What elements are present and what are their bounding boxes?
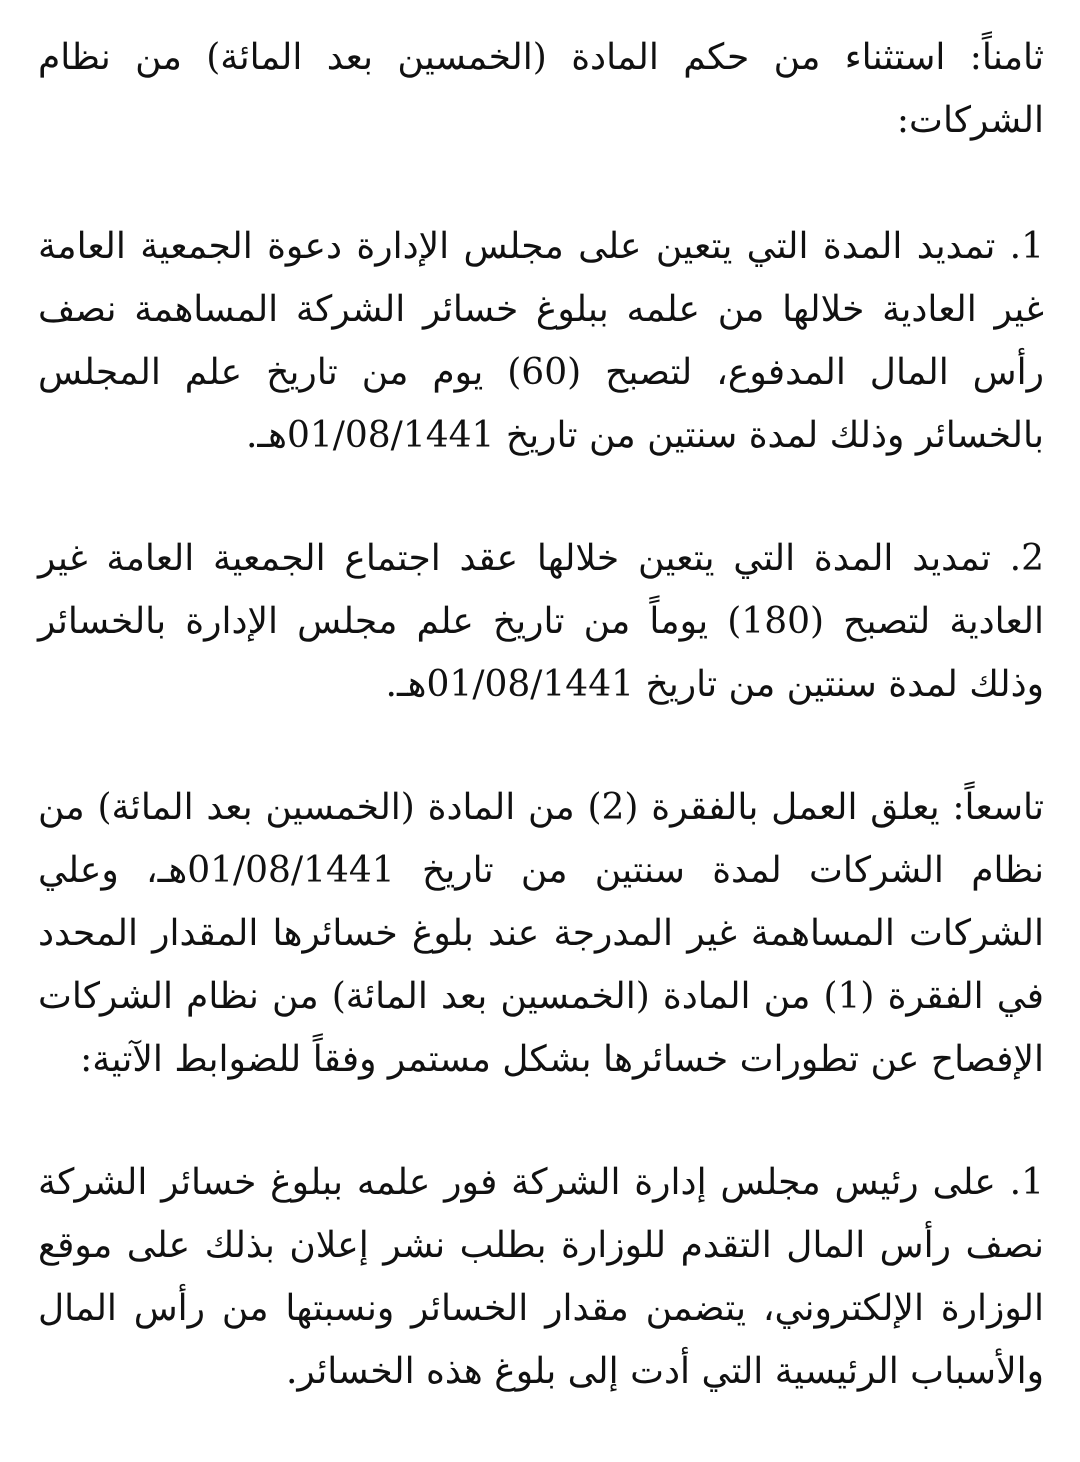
section-8-item-2: 2. تمديد المدة التي يتعين خلالها عقد اجتماع الجمعية العامة غير العادية لتصبح (180) يوماً من تاريخ علم مجلس الإدارة بالخسائر وذلك لمدة سنتين من تاريخ 01/08/1441هـ. (38, 538, 1044, 705)
section-8-item-1: 1. تمديد المدة التي يتعين على مجلس الإدارة دعوة الجمعية العامة غير العادية خلالها من علمه ببلوغ خسائر الشركة المساهمة نصف رأس المال المدفوع، لتصبح (60) يوم من تاريخ علم المجلس بالخسائر وذلك لمدة سنتين من تاريخ 01/08/1441هـ. (38, 226, 1044, 456)
section-9-heading: تاسعاً: يعلق العمل بالفقرة (2) من المادة (الخمسين بعد المائة) من نظام الشركات لمدة سنتين من تاريخ 01/08/1441هـ، وعلي الشركات المساهمة غير المدرجة عند بلوغ خسائرها المقدار المحدد في الفقرة (1) من المادة (الخمسين بعد المائة) من نظام الشركات الإفصاح عن تطورات خسائرها بشكل مستمر وفقاً للضوابط الآتية: (38, 787, 1045, 1080)
section-8-heading: ثامناً: استثناء من حكم المادة (الخمسين بعد المائة) من نظام الشركات: (38, 37, 1044, 141)
section-9-item-1: 1. على رئيس مجلس إدارة الشركة فور علمه ببلوغ خسائر الشركة نصف رأس المال التقدم للوزارة بطلب نشر إعلان بذلك على موقع الوزارة الإلكتروني، يتضمن مقدار الخسائر ونسبتها من رأس المال والأسباب الرئيسية التي أدت إلى بلوغ هذه الخسائر. (38, 1162, 1044, 1392)
